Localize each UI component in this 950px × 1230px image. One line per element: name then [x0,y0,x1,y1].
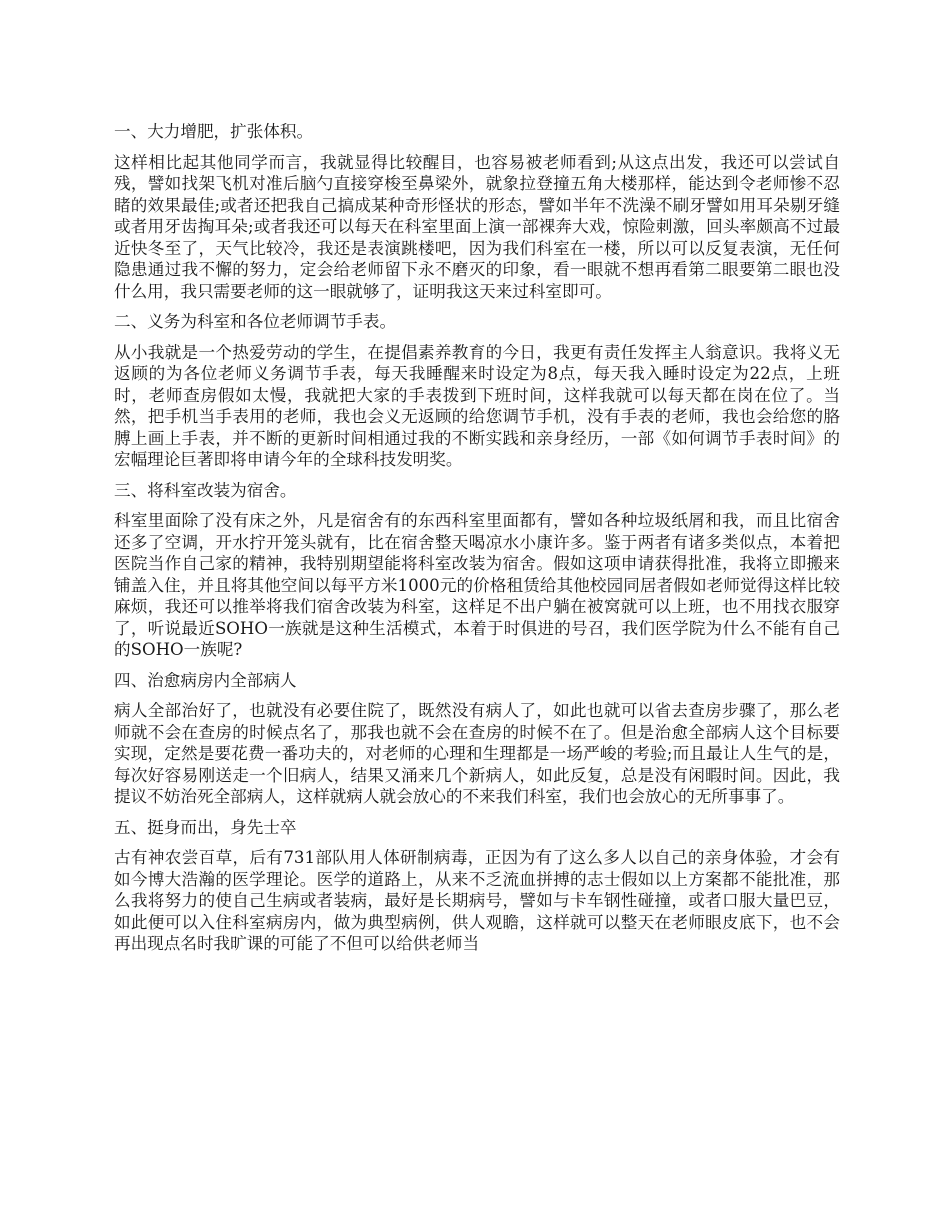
section-body: 科室里面除了没有床之外，凡是宿舍有的东西科室里面都有，譬如各种垃圾纸屑和我，而且比宿舍还多了空调，开水拧开笼头就有，比在宿舍整天喝凉水小康许多。鉴于两者有诸多类似点，本着把医院当作自己家的精神，我特别期望能将科室改装为宿舍。假如这项申请获得批准，我将立即搬来铺盖入住，并且将其他空间以每平方米1000元的价格租赁给其他校园同居者假如老师觉得这样比较麻烦，我还可以推举将我们宿舍改装为科室，这样足不出户躺在被窝就可以上班，也不用找衣服穿了，听说最近SOHO一族就是这种生活模式，本着于时俱进的号召，我们医学院为什么不能有自己的SOHO一族呢? [114,511,840,659]
section-heading: 四、治愈病房内全部病人 [114,670,297,690]
section-body: 古有神农尝百草，后有731部队用人体研制病毒，正因为有了这么多人以自己的亲身体验，才会有如今博大浩瀚的医学理论。医学的道路上，从来不乏流血拼搏的志士假如以上方案都不能批准，那么我将努力的使自己生病或者装病，最好是长期病号，譬如与卡车钢性碰撞，或者口服大量巴豆，如此便可以入住科室病房内，做为典型病例，供人观瞻，这样就可以整天在老师眼皮底下，也不会再出现点名时我旷课的可能了不但可以给供老师当 [114,848,840,953]
section-5 [114,817,840,955]
section-2 [114,311,840,471]
document-page [114,121,840,964]
section-3 [114,480,840,661]
section-heading: 二、义务为科室和各位老师调节手表。 [114,312,397,331]
section-heading: 三、将科室改装为宿舍。 [114,480,297,500]
section-body: 这样相比起其他同学而言，我就显得比较醒目，也容易被老师看到;从这点出发，我还可以尝试自残，譬如找架飞机对准后脑勺直接穿梭至鼻梁外，就象拉登撞五角大楼那样，能达到令老师惨不忍睹的效果最佳;或者还把我自己搞成某种奇形怪状的形态，譬如半年不洗澡不刷牙譬如用耳朵剔牙缝或者用牙齿掏耳朵;或者我还可以每天在科室里面上演一部裸奔大戏，惊险刺激，回头率颇高不过最近快冬至了，天气比较冷，我还是表演跳楼吧，因为我们科室在一楼，所以可以反复表演，无任何隐患通过我不懈的努力，定会给老师留下永不磨灭的印象，看一眼就不想再看第二眼要第二眼也没什么用，我只需要老师的这一眼就够了，证明我这天来过科室即可。 [114,152,840,301]
section-heading: 一、大力增肥，扩张体积。 [114,122,314,141]
section-body: 病人全部治好了，也就没有必要住院了，既然没有病人了，如此也就可以省去查房步骤了，那么老师就不会在查房的时候点名了，那我也就不会在查房的时候不在了。但是治愈全部病人这个目标要实现，定然是要花费一番功夫的，对老师的心理和生理都是一场严峻的考验;而且最让人生气的是，每次好容易刚送走一个旧病人，结果又涌来几个新病人，如此反复，总是没有闲暇时间。因此，我提议不妨治死全部病人，这样就病人就会放心的不来我们科室，我们也会放心的无所事事了。 [114,701,840,806]
section-heading: 五、挺身而出，身先士卒 [114,817,297,837]
section-1 [114,121,840,302]
section-4 [114,670,840,808]
section-body: 从小我就是一个热爱劳动的学生，在提倡素养教育的今日，我更有责任发挥主人翁意识。我将义无返顾的为各位老师义务调节手表，每天我睡醒来时设定为8点，每天我入睡时设定为22点，上班时，老师查房假如太慢，我就把大家的手表拨到下班时间，这样我就可以每天都在岗在位了。当然，把手机当手表用的老师，我也会义无返顾的给您调节手机，没有手表的老师，我也会给您的胳膊上画上手表，并不断的更新时间相通过我的不断实践和亲身经历，一部《如何调节手表时间》的宏幅理论巨著即将申请今年的全球科技发明奖。 [114,342,840,469]
